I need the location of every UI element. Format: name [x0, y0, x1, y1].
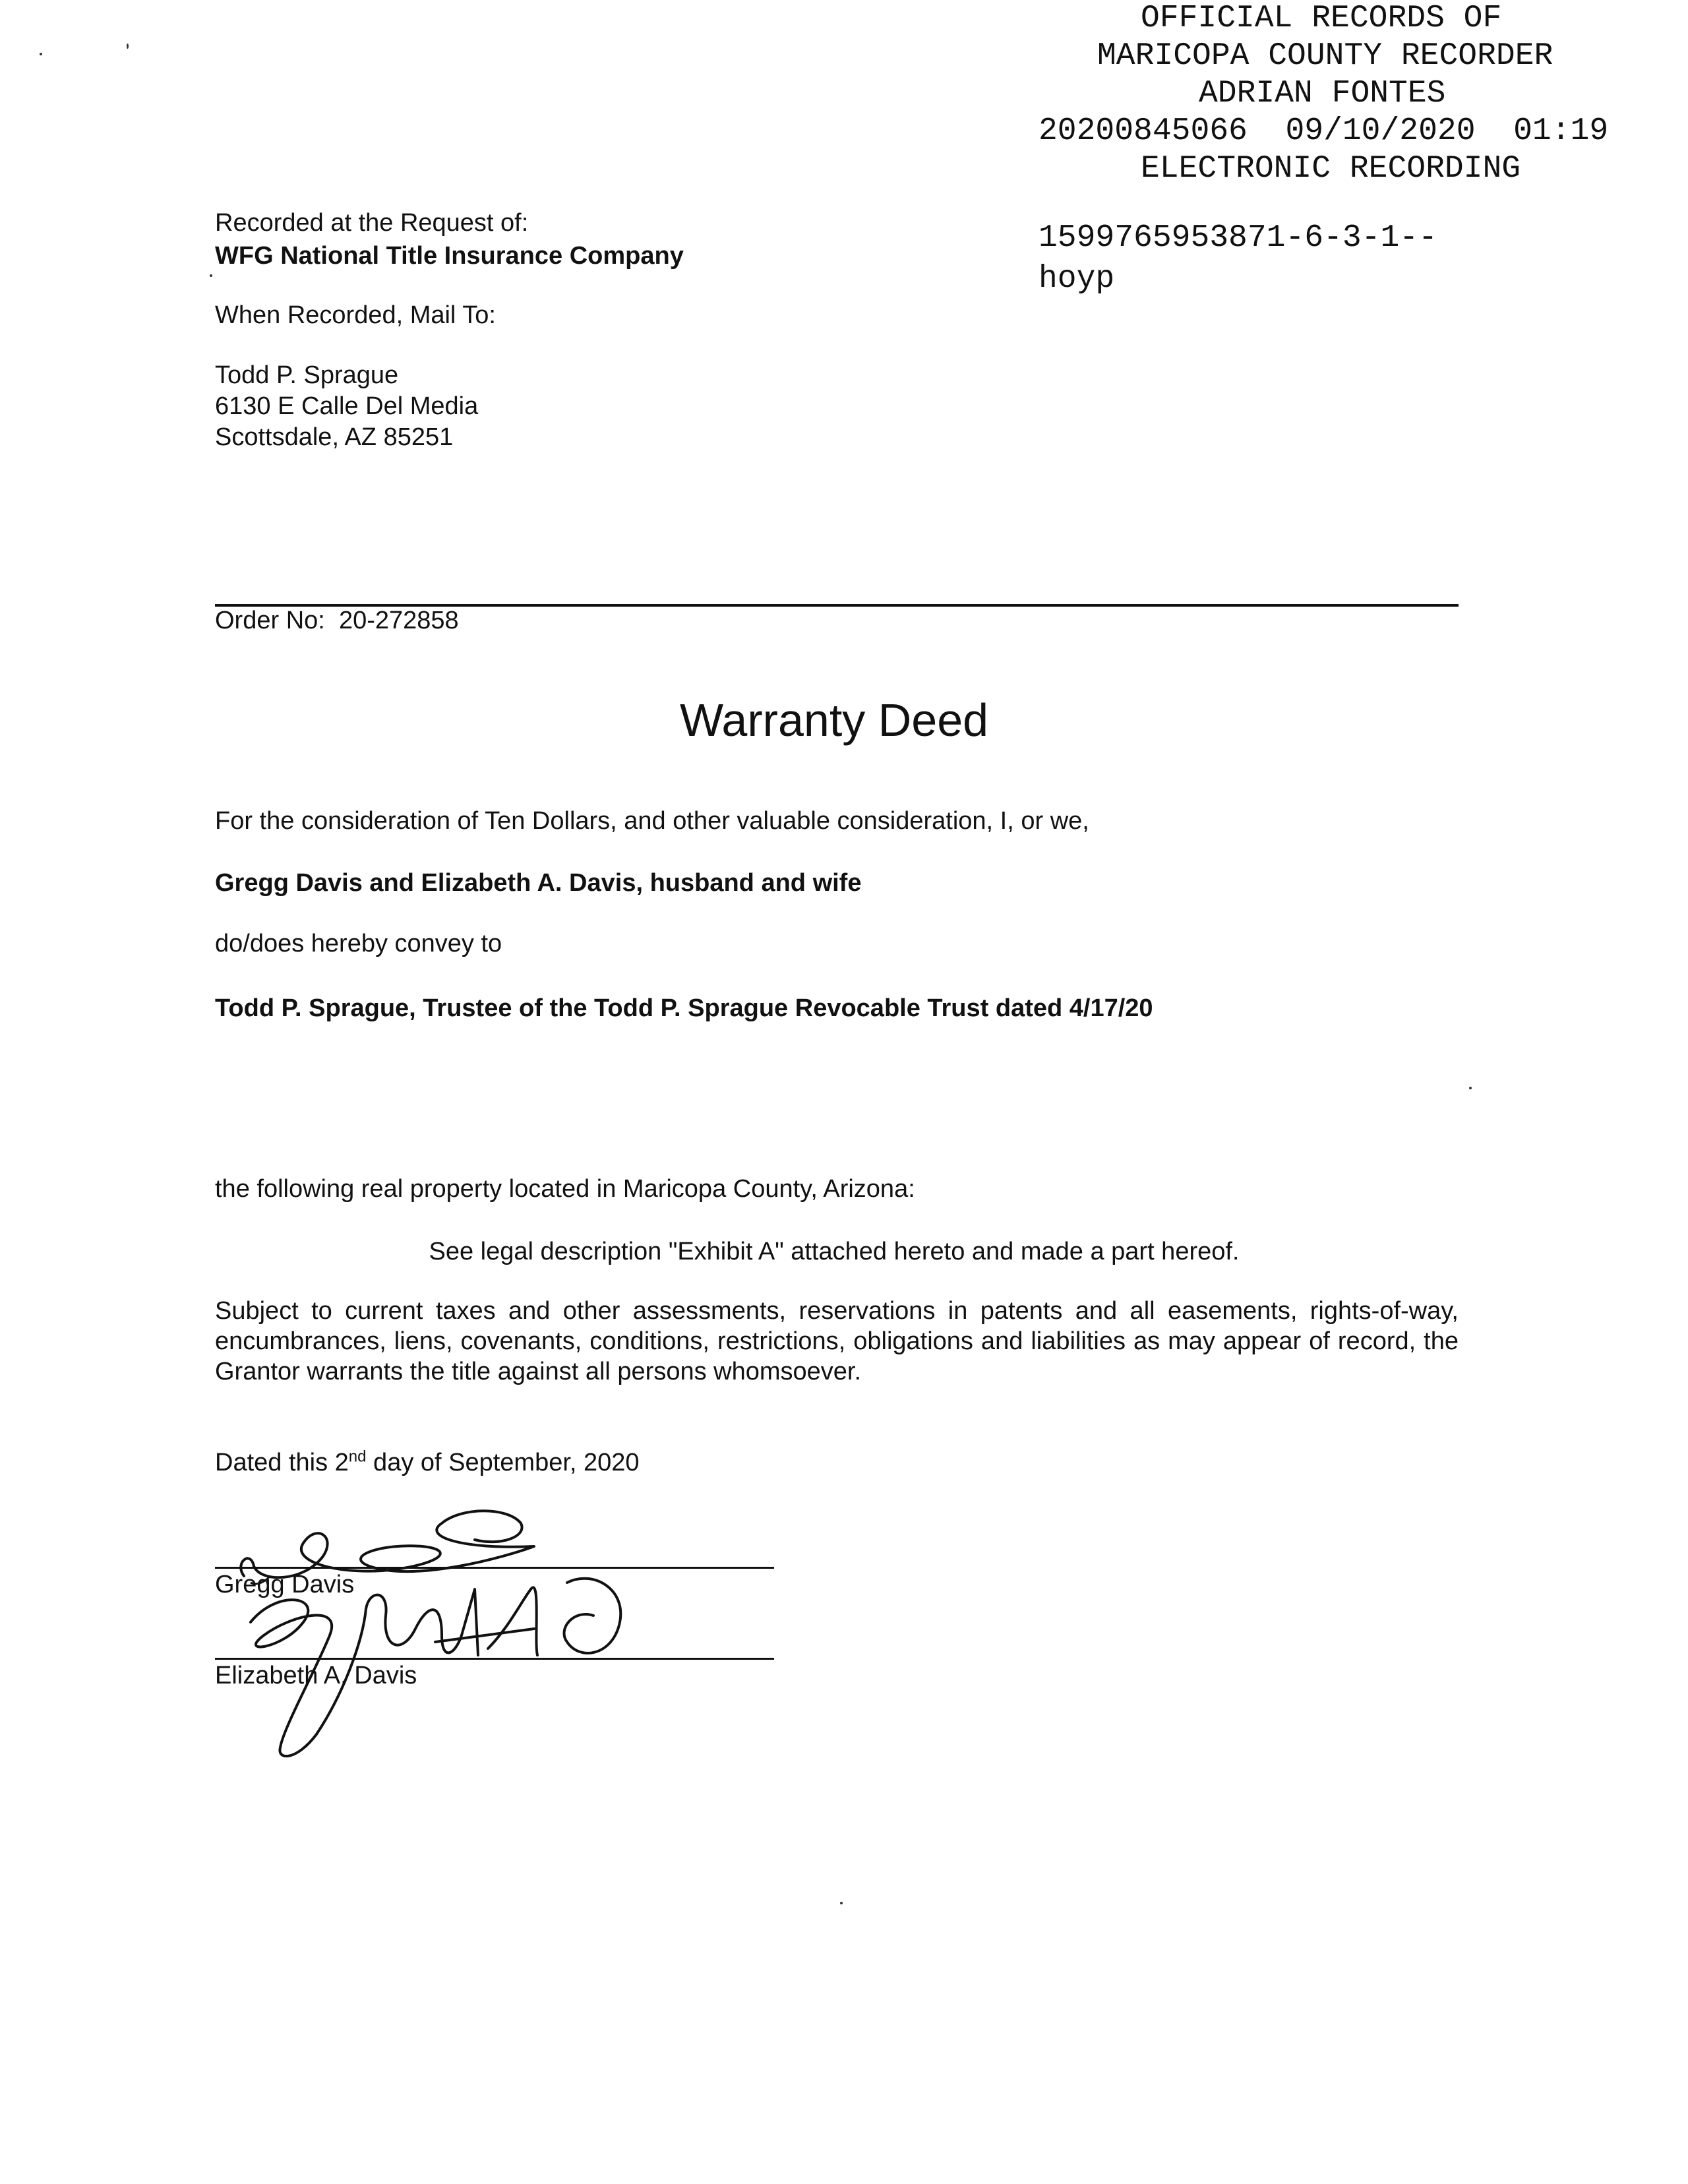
stamp-line-4: 20200845066 09/10/2020 01:19 [1039, 113, 1609, 149]
scan-speck [40, 53, 42, 55]
legal-description-reference: See legal description "Exhibit A" attached hereto and made a part hereof. [429, 1238, 1240, 1265]
order-label: Order No: [215, 607, 325, 634]
dated-prefix: Dated this 2 [215, 1449, 349, 1476]
recording-id-line-2: hoyp [1039, 261, 1115, 297]
recorded-request-label: Recorded at the Request of: [215, 209, 529, 237]
stamp-line-5: ELECTRONIC RECORDING [1141, 151, 1521, 187]
scan-speck [840, 1902, 843, 1904]
convey-clause: do/does hereby convey to [215, 930, 502, 957]
scan-speck [210, 274, 212, 277]
dated-ordinal: nd [348, 1447, 367, 1466]
scan-speck [1469, 1087, 1472, 1089]
dated-line [215, 1447, 640, 1478]
scan-speck [127, 44, 129, 49]
signer-1-name: Gregg Davis [215, 1571, 355, 1598]
mail-to-name: Todd P. Sprague [215, 361, 399, 389]
property-location: the following real property located in Maricopa County, Arizona: [215, 1175, 915, 1203]
grantors: Gregg Davis and Elizabeth A. Davis, husband and wife [215, 869, 862, 897]
order-number-line [215, 605, 459, 636]
mail-to-city: Scottsdale, AZ 85251 [215, 423, 454, 451]
grantee: Todd P. Sprague, Trustee of the Todd P. Sprague Revocable Trust dated 4/17/20 [215, 994, 1153, 1022]
subject-to-clause: Subject to current taxes and other assessments, reservations in patents and all easements, rights-of-way, encumbrances, liens, covenants, conditions, restrictions, obligations and liabilities as may appear of record, the Grantor warrants the title against all persons whomsoever. [215, 1297, 1459, 1385]
stamp-line-2: MARICOPA COUNTY RECORDER [1097, 38, 1553, 74]
recorded-request-company: WFG National Title Insurance Company [215, 242, 684, 270]
document-title: Warranty Deed [679, 694, 989, 746]
dated-rest: day of September, 2020 [366, 1449, 640, 1476]
stamp-line-1: OFFICIAL RECORDS OF [1141, 1, 1502, 36]
order-number: 20-272858 [338, 607, 459, 634]
signature-elizabeth-davis [224, 1563, 659, 1761]
consideration-clause: For the consideration of Ten Dollars, and other valuable consideration, I, or we, [215, 807, 1089, 835]
mail-to-street: 6130 E Calle Del Media [215, 392, 479, 420]
stamp-line-3: ADRIAN FONTES [1199, 76, 1446, 111]
recording-id-line-1: 1599765953871-6-3-1-- [1039, 220, 1437, 256]
mail-to-label: When Recorded, Mail To: [215, 301, 496, 329]
signer-2-name: Elizabeth A. Davis [215, 1662, 417, 1689]
